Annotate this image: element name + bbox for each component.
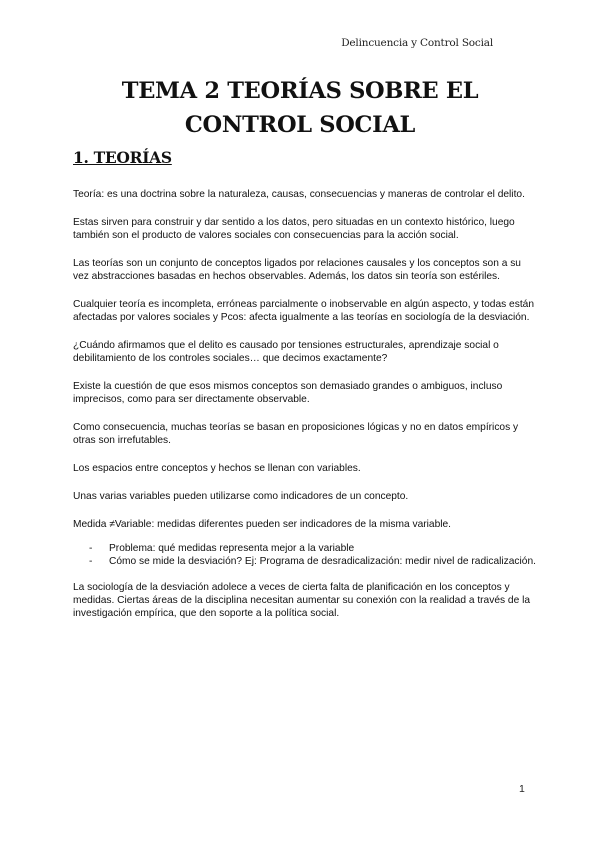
paragraph: Estas sirven para construir y dar sentido a los datos, pero situadas en un contexto histórico, luego también son el producto de valores sociales con consecuencias para la acción social. — [73, 217, 515, 241]
paragraph: Unas varias variables pueden utilizarse como indicadores de un concepto. — [73, 491, 409, 502]
list-item-text: Problema: qué medidas representa mejor a la variable — [109, 543, 355, 554]
paragraph: Medida ≠Variable: medidas diferentes pueden ser indicadores de la misma variable. — [73, 519, 452, 530]
bullet-dash-icon: - — [89, 556, 93, 567]
paragraph: Existe la cuestión de que esos mismos conceptos son demasiado grandes o ambiguos, incluso imprecisos, como para ser directamente observable. — [73, 381, 503, 405]
paragraph: Los espacios entre conceptos y hechos se llenan con variables. — [73, 463, 361, 474]
list-item — [73, 555, 538, 568]
paragraph: Cualquier teoría es incompleta, erróneas parcialmente o inobservable en algún aspecto, y todas están afectadas por valores sociales y Pcos: afecta igualmente a las teorías en sociología de la desviación. — [73, 299, 534, 323]
closing-paragraph: La sociología de la desviación adolece a veces de cierta falta de planificación en los conceptos y medidas. Ciertas áreas de la disciplina necesitan aumentar su conexión con la realidad a través de la investigación empírica, que den soporte a la política social. — [73, 582, 530, 619]
paragraph: Las teorías son un conjunto de conceptos ligados por relaciones causales y los conceptos son a su vez abstracciones basadas en hechos observables. Además, los datos sin teoría son estériles. — [73, 258, 521, 282]
running-header: Delincuencia y Control Social — [341, 37, 493, 49]
bullet-dash-icon: - — [89, 543, 93, 554]
paragraph: Teoría: es una doctrina sobre la naturaleza, causas, consecuencias y maneras de controlar el delito. — [73, 189, 525, 200]
document-body — [73, 188, 538, 635]
list-item-text: Cómo se mide la desviación? Ej: Programa de desradicalización: medir nivel de radicalización. — [109, 556, 536, 567]
bullet-list — [73, 542, 538, 568]
list-item — [73, 542, 538, 555]
page-number: 1 — [519, 783, 525, 795]
paragraph: ¿Cuándo afirmamos que el delito es causado por tensiones estructurales, aprendizaje social o debilitamiento de los controles sociales… que decimos exactamente? — [73, 340, 499, 364]
paragraph: Como consecuencia, muchas teorías se basan en proposiciones lógicas y no en datos empíricos y otras son irrefutables. — [73, 422, 519, 446]
document-title: TEMA 2 TEORÍAS SOBRE EL CONTROL SOCIAL — [121, 78, 479, 138]
section-heading: 1. TEORÍAS — [73, 148, 172, 167]
